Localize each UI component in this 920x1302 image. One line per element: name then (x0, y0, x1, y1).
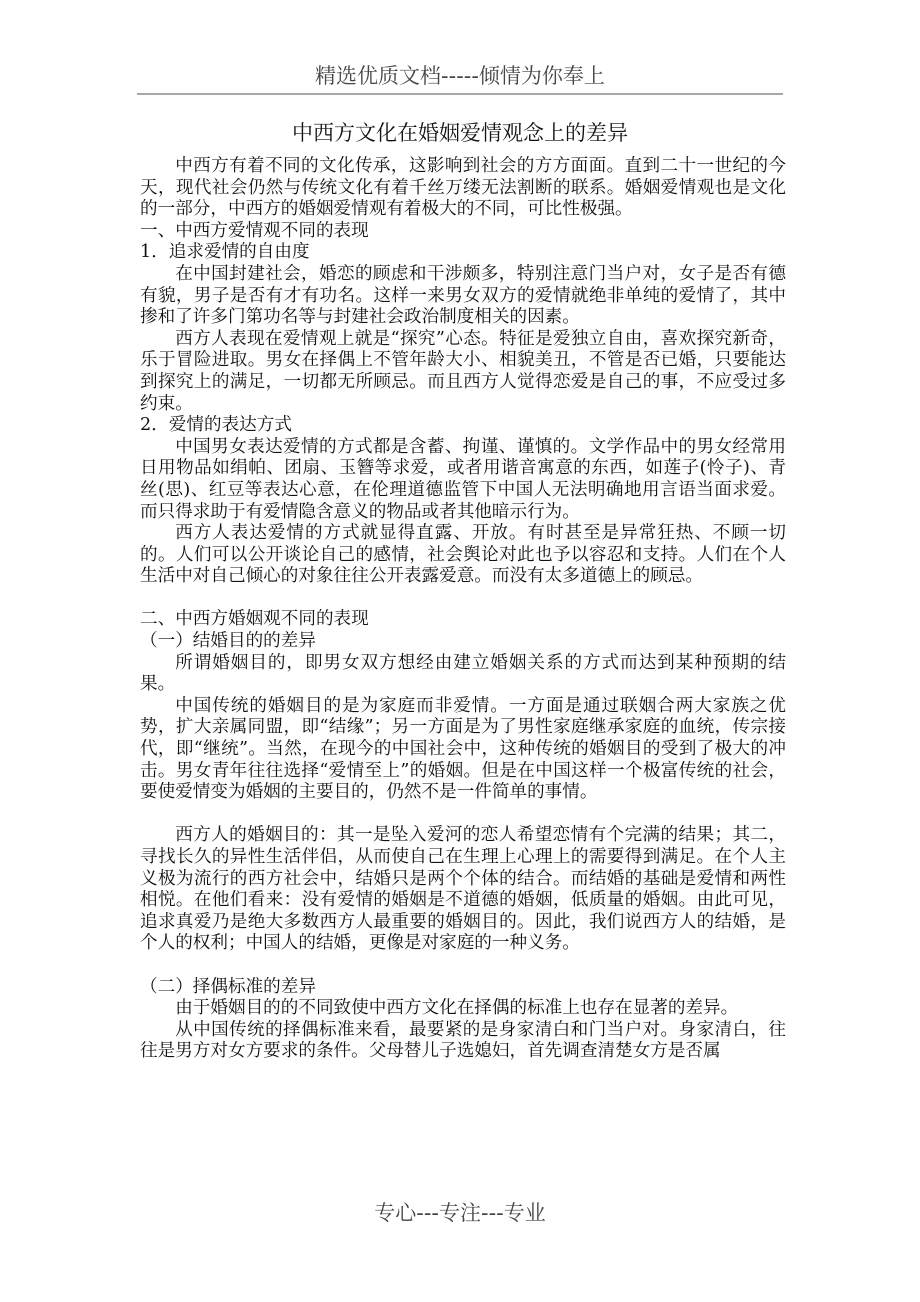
page-header: 精选优质文档-----倾情为你奉上 (315, 64, 605, 88)
document-body (140, 156, 786, 1063)
intro-paragraph: 中西方有着不同的文化传承，这影响到社会的方方面面。直到二十一世纪的今天，现代社会仍然与传统文化有着千丝万缕无法割断的联系。婚姻爱情观也是文化的一部分，中西方的婚姻爱情观有着极大的不同，可比性极强。 (140, 156, 786, 220)
section-1-heading: 一、中西方爱情观不同的表现 (140, 220, 369, 241)
paragraph: 在中国封建社会，婚恋的顾虑和干涉颇多，特别注意门当户对，女子是否有德有貌，男子是否有才有功名。这样一来男女双方的爱情就绝非单纯的爱情了，其中掺和了许多门第功名等与封建社会政治制度相关的因素。 (140, 263, 786, 328)
paragraph: 所谓婚姻目的，即男女双方想经由建立婚姻关系的方式而达到某种预期的结果。 (140, 652, 786, 695)
paragraph: 西方人的婚姻目的：其一是坠入爱河的恋人希望恋情有个完满的结果；其二，寻找长久的异性生活伴侣，从而使自己在生理上心理上的需要得到满足。在个人主义极为流行的西方社会中，结婚只是两个个体的结合。而结婚的基础是爱情和两性相悦。在他们看来：没有爱情的婚姻是不道德的婚姻，低质量的婚姻。由此可见，追求真爱乃是绝大多数西方人最重要的婚姻目的。因此，我们说西方人的结婚，是个人的权利；中国人的结婚，更像是对家庭的一种义务。 (140, 825, 786, 954)
paragraph: 西方人表现在爱情观上就是“探究”心态。特征是爱独立自由，喜欢探究新奇，乐于冒险进取。男女在择偶上不管年龄大小、相貌美丑，不管是否已婚，只要能达到探究上的满足，一切都无所顾忌。而且西方人觉得恋爱是自己的事，不应受过多约束。 (140, 328, 786, 414)
paragraph: 中国传统的婚姻目的是为家庭而非爱情。一方面是通过联姻合两大家族之优势，扩大亲属同盟，即“结缘”；另一方面是为了男性家庭继承家庭的血统，传宗接代，即“继统”。当然，在现今的中国社会中，这种传统的婚姻目的受到了极大的冲击。男女青年往往选择“爱情至上”的婚姻。但是在中国这样一个极富传统的社会，要使爱情变为婚姻的主要目的，仍然不是一件简单的事情。 (140, 695, 786, 803)
paragraph: 由于婚姻目的的不同致使中西方文化在择偶的标准上也存在显著的差异。 (175, 998, 739, 1019)
subsection-1-1-heading: 1．追求爱情的自由度 (140, 242, 310, 263)
subsection-2-2-heading: （二）择偶标准的差异 (140, 976, 316, 997)
subsection-2-1-heading: （一）结婚目的的差异 (140, 631, 316, 652)
page-footer: 专心---专注---专业 (374, 1201, 546, 1225)
section-2-heading: 二、中西方婚姻观不同的表现 (140, 609, 369, 630)
paragraph: 中国男女表达爱情的方式都是含蓄、拘谨、谨慎的。文学作品中的男女经常用日用物品如绢帕、团扇、玉簪等求爱，或者用谐音寓意的东西，如莲子(怜子)、青丝(思)、红豆等表达心意，在伦理道德监管下中国人无法明确地用言语当面求爱。而只得求助于有爱情隐含意义的物品或者其他暗示行为。 (140, 436, 786, 522)
subsection-1-2-heading: 2．爱情的表达方式 (140, 415, 292, 436)
document-title: 中西方文化在婚姻爱情观念上的差异 (292, 121, 628, 145)
blank-line (140, 588, 786, 610)
paragraph: 从中国传统的择偶标准来看，最要紧的是身家清白和门当户对。身家清白，往往是男方对女方要求的条件。父母替儿子选媳妇，首先调查清楚女方是否属 (140, 1019, 786, 1062)
blank-line (140, 804, 786, 826)
paragraph: 西方人表达爱情的方式就显得直露、开放。有时甚至是异常狂热、不顾一切的。人们可以公开谈论自己的感情，社会舆论对此也予以容忍和支持。人们在个人生活中对自己倾心的对象往往公开表露爱意。而没有太多道德上的顾忌。 (140, 523, 786, 587)
blank-line (140, 955, 786, 977)
header-divider (137, 93, 783, 95)
